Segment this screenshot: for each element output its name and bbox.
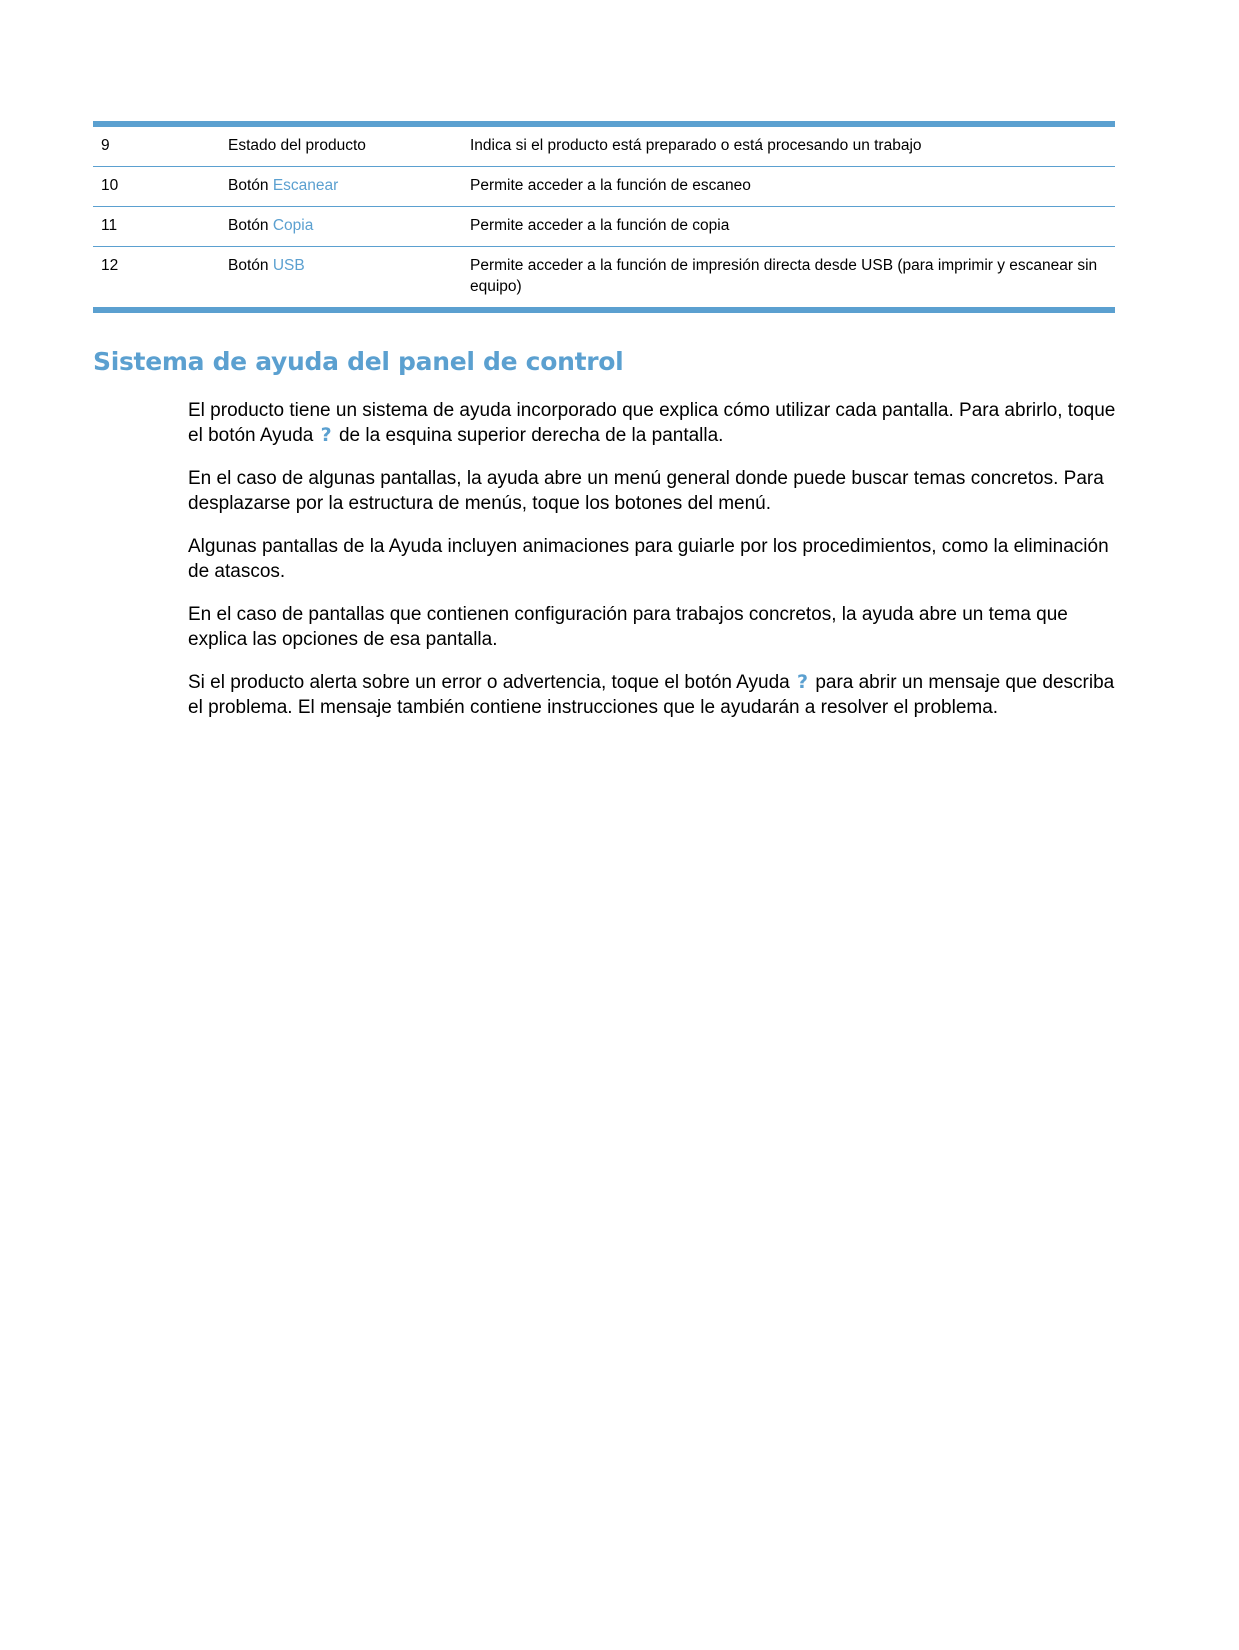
button-name-usb: USB <box>272 257 305 274</box>
product-controls-table <box>93 121 1115 313</box>
row-name-text: Botón <box>228 177 269 194</box>
paragraph: Algunas pantallas de la Ayuda incluyen animaciones para guiarle por los procedimientos, como la eliminación de atascos. <box>188 536 1109 582</box>
row-name <box>228 127 470 166</box>
table-bottom-rule <box>93 307 1115 313</box>
button-name-copy: Copia <box>272 217 314 234</box>
help-icon: ? <box>320 424 332 446</box>
row-name-text: Estado del producto <box>228 137 366 154</box>
row-number: 12 <box>101 257 119 274</box>
section-heading: Sistema de ayuda del panel de control <box>93 347 624 376</box>
paragraph: En el caso de algunas pantallas, la ayuda abre un menú general donde puede buscar temas concretos. Para desplazarse por la estructura de menús, toque los botones del menú. <box>188 468 1104 514</box>
paragraph: En el caso de pantallas que contienen configuración para trabajos concretos, la ayuda abre un tema que explica las opciones de esa pantalla. <box>188 604 1068 650</box>
row-description: Indica si el producto está preparado o está procesando un trabajo <box>470 137 922 154</box>
row-name <box>228 167 470 206</box>
table-row <box>93 167 1115 207</box>
row-description: Permite acceder a la función de copia <box>470 217 730 234</box>
row-number: 10 <box>101 177 119 194</box>
paragraph-text: para abrir un mensaje que describa el problema. El mensaje también contiene instrucciones que le ayudarán a resolver el problema. <box>188 672 1115 718</box>
paragraph-text: Si el producto alerta sobre un error o advertencia, toque el botón Ayuda <box>188 672 790 693</box>
paragraph <box>188 670 1118 720</box>
help-icon: ? <box>797 671 809 693</box>
row-name-text: Botón <box>228 257 269 274</box>
row-number: 9 <box>101 137 110 154</box>
table-row <box>93 207 1115 247</box>
paragraph <box>188 398 1118 448</box>
button-name-scan: Escanear <box>272 177 339 194</box>
row-description: Permite acceder a la función de escaneo <box>470 177 751 194</box>
paragraph-text: de la esquina superior derecha de la pantalla. <box>338 425 724 446</box>
table-row <box>93 127 1115 167</box>
row-name-text: Botón <box>228 217 269 234</box>
section-body <box>188 398 1118 738</box>
paragraph-text: El producto tiene un sistema de ayuda incorporado que explica cómo utilizar cada pantalla. Para abrirlo, toque el botón Ayuda <box>188 400 1116 446</box>
row-name <box>228 247 470 307</box>
row-number: 11 <box>101 217 118 234</box>
table-row <box>93 247 1115 307</box>
row-name <box>228 207 470 246</box>
row-description: Permite acceder a la función de impresión directa desde USB (para imprimir y escanear sin equipo) <box>470 257 1098 295</box>
